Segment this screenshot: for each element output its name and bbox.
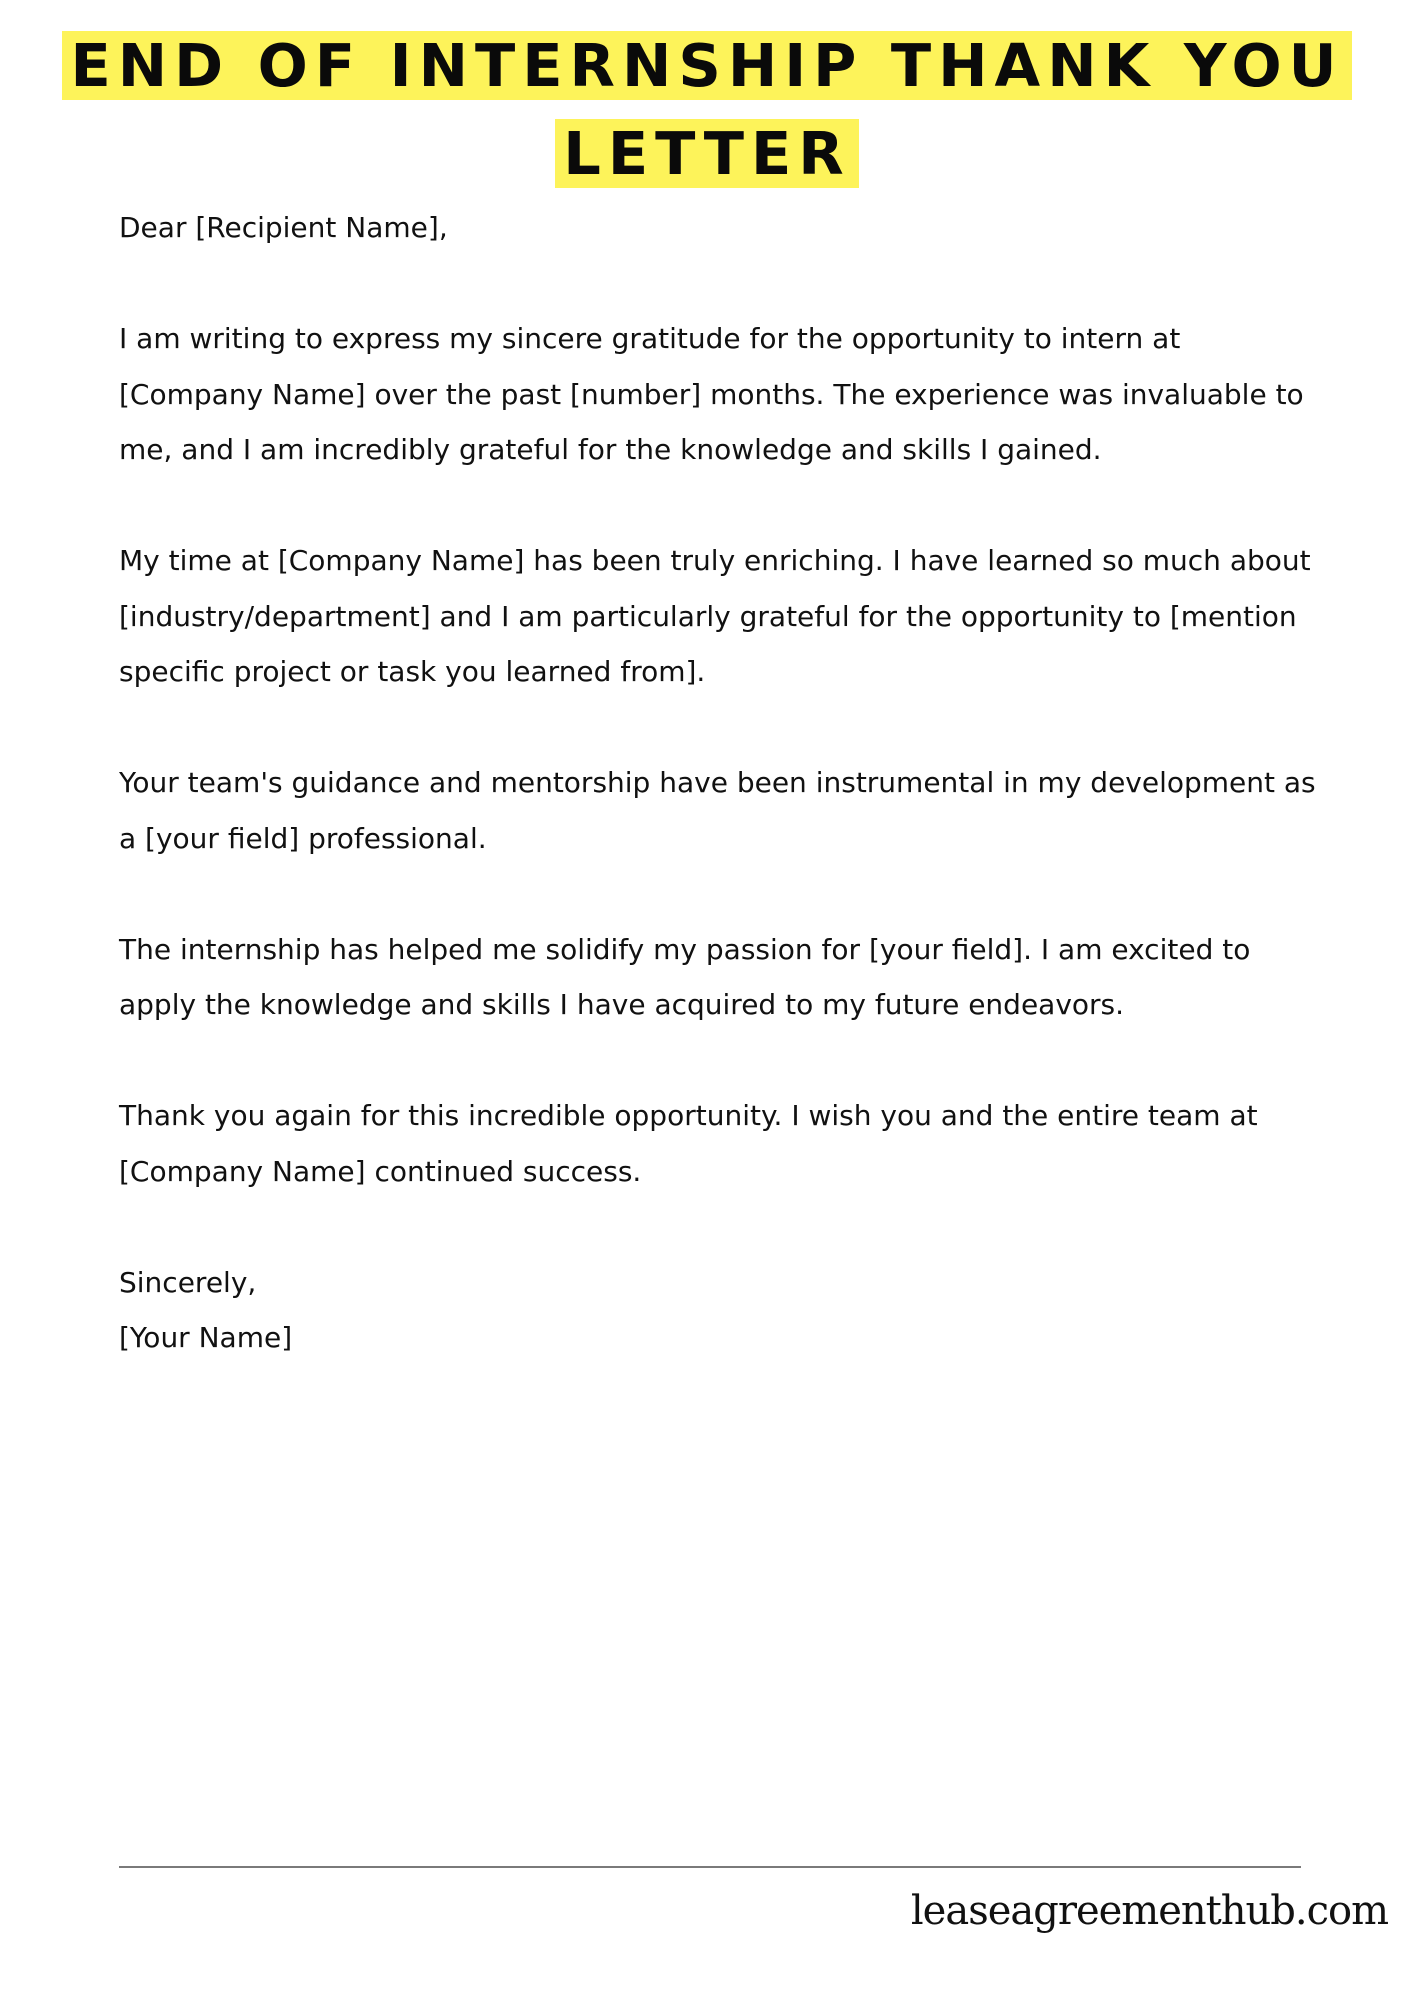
page-title: END OF INTERNSHIP THANK YOU LETTER xyxy=(62,31,1351,188)
paragraph-mentorship: Your team's guidance and mentorship have been instrumental in my development as a [your field] professional. xyxy=(119,766,1316,855)
closing: Sincerely, xyxy=(119,1265,257,1299)
paragraph-experience: My time at [Company Name] has been truly enriching. I have learned so much about [industry/department] and I am particularly grateful for the opportunity to [mention specific project or task you learned from]. xyxy=(119,544,1311,688)
footer-website: leaseagreementhub.com xyxy=(910,1888,1388,1934)
paragraph-passion: The internship has helped me solidify my passion for [your field]. I am excited to apply the knowledge and skills I have acquired to my future endeavors. xyxy=(119,932,1251,1021)
signature: [Your Name] xyxy=(119,1321,293,1354)
letter-body xyxy=(119,200,1319,1366)
paragraph-thanks: Thank you again for this incredible opportunity. I wish you and the entire team at [Company Name] continued success. xyxy=(119,1099,1258,1188)
paragraph-gratitude: I am writing to express my sincere gratitude for the opportunity to intern at [Company Name] over the past [number] months. The experience was invaluable to me, and I am incredibly grateful for the knowledge and skills I gained. xyxy=(119,322,1304,466)
footer-divider xyxy=(119,1866,1301,1868)
salutation: Dear [Recipient Name], xyxy=(119,211,448,244)
title-block xyxy=(60,22,1354,198)
